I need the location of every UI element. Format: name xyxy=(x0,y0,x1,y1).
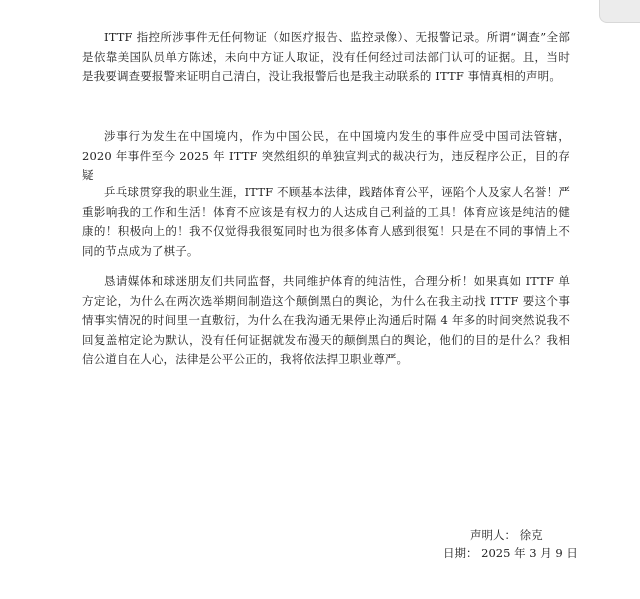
statement-paragraph-2: 涉事行为发生在中国境内，作为中国公民，在中国境内发生的事件应受中国司法管辖，2020 年事件至今 2025 年 ITTF 突然组织的单独宣判式的裁决行为，违反程序公正，目的存疑 xyxy=(82,129,570,183)
viewer-corner-tab[interactable] xyxy=(599,0,640,23)
date-line: 日期： 2025 年 3 月 9 日 xyxy=(443,546,578,560)
statement-paragraph-3: 乒乓球贯穿我的职业生涯，ITTF 不顾基本法律，践踏体育公平，诬陷个人及家人名誉！严重影响我的工作和生活！体育不应该是有权力的人达成自己利益的工具！体育应该是纯洁的健康的！积极向上的！我不仅觉得我很冤同时也为很多体育人感到很冤！只是在不同的事情上不同的节点成为了棋子。 xyxy=(82,185,570,258)
statement-paragraph-4: 恳请媒体和球迷朋友们共同监督，共同维护体育的纯洁性，合理分析！如果真如 ITTF 单方定论，为什么在两次选举期间制造这个颠倒黑白的舆论，为什么在我主动找 ITTF 要这个事情事实情况的时间里一直敷衍，为什么在我沟通无果停止沟通后时隔 4 年多的时间突然说我不回复盖棺定论为默认，没有任何证据就发布漫天的颠倒黑白的舆论，他们的目的是什么？我相信公道自在人心，法律是公平公正的，我将依法捍卫职业尊严。 xyxy=(82,274,570,367)
signer-line: 声明人： 徐克 xyxy=(470,528,543,542)
statement-paragraph-1: ITTF 指控所涉事件无任何物证（如医疗报告、监控录像）、无报警记录。所谓“调查”全部是依靠美国队员单方陈述，未向中方证人取证，没有任何经过司法部门认可的证据。且，当时是我要调查要报警来证明自己清白，没让我报警后也是我主动联系的 ITTF 事情真相的声明。 xyxy=(82,30,570,84)
